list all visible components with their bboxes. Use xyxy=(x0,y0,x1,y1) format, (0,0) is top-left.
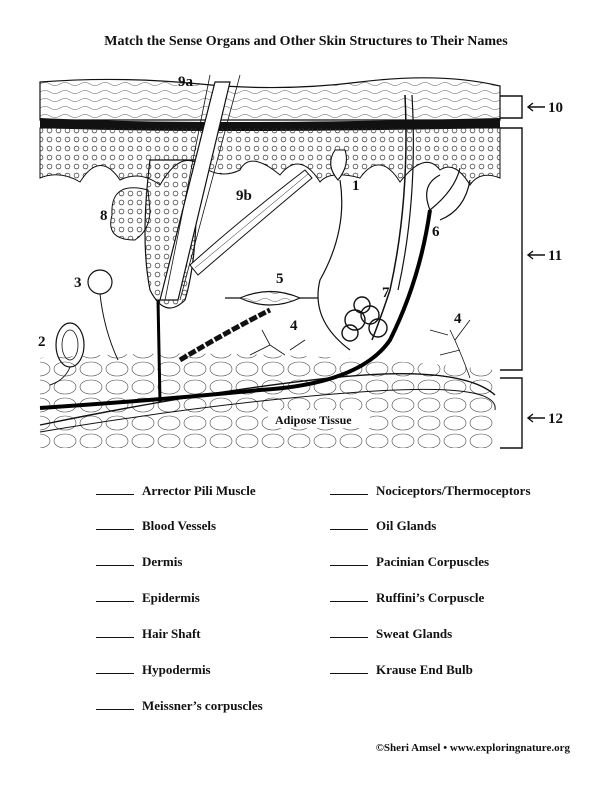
sweat-coil xyxy=(342,297,387,341)
answer-blank[interactable] xyxy=(330,636,368,638)
answer-blank[interactable] xyxy=(330,564,368,566)
label-9a: 9a xyxy=(178,74,193,90)
oil-gland xyxy=(111,188,150,240)
page-title: Match the Sense Organs and Other Skin Structures to Their Names xyxy=(104,34,508,49)
answer-dermis[interactable]: Dermis xyxy=(96,554,182,570)
answer-blank[interactable] xyxy=(330,493,368,495)
answer-arrector-pili[interactable]: Arrector Pili Muscle xyxy=(96,483,256,499)
label-8: 8 xyxy=(100,208,108,224)
ruffini xyxy=(240,292,300,306)
label-5: 5 xyxy=(276,271,284,287)
answer-blank[interactable] xyxy=(330,528,368,530)
answer-pacinian[interactable]: Pacinian Corpuscles xyxy=(330,554,489,570)
answer-oil-glands[interactable]: Oil Glands xyxy=(330,518,436,534)
answer-blood-vessels[interactable]: Blood Vessels xyxy=(96,518,216,534)
answer-meissner[interactable]: Meissner’s corpuscles xyxy=(96,698,263,714)
answer-blank[interactable] xyxy=(96,708,134,710)
answer-blank[interactable] xyxy=(96,672,134,674)
answer-blank[interactable] xyxy=(96,636,134,638)
answer-epidermis[interactable]: Epidermis xyxy=(96,590,200,606)
answer-blank[interactable] xyxy=(96,564,134,566)
label-1: 1 xyxy=(352,178,360,194)
label-4-right: 4 xyxy=(454,311,462,327)
epidermis-surface xyxy=(40,78,500,120)
answer-nociceptors[interactable]: Nociceptors/Thermoceptors xyxy=(330,483,531,499)
bracket-12 xyxy=(500,378,522,448)
label-9b: 9b xyxy=(236,188,252,204)
answer-blank[interactable] xyxy=(96,600,134,602)
answer-sweat-glands[interactable]: Sweat Glands xyxy=(330,626,452,642)
credit: ©Sheri Amsel • www.exploringnature.org xyxy=(375,742,570,754)
krause-bulb xyxy=(88,270,112,294)
label-10: 10 xyxy=(548,100,563,116)
answer-ruffini[interactable]: Ruffini’s Corpuscle xyxy=(330,590,484,606)
bracket-10 xyxy=(500,96,522,118)
dermal-ridges xyxy=(40,128,500,185)
label-4-left: 4 xyxy=(290,318,298,334)
blood-vessel-segment xyxy=(180,310,270,360)
answer-blank[interactable] xyxy=(96,528,134,530)
label-7: 7 xyxy=(382,285,390,301)
answer-krause[interactable]: Krause End Bulb xyxy=(330,662,473,678)
answer-hypodermis[interactable]: Hypodermis xyxy=(96,662,211,678)
label-12: 12 xyxy=(548,411,563,427)
label-3: 3 xyxy=(74,275,82,291)
answer-blank[interactable] xyxy=(330,600,368,602)
label-11: 11 xyxy=(548,248,563,264)
answer-blank[interactable] xyxy=(96,493,134,495)
label-6: 6 xyxy=(432,224,440,240)
answer-blank[interactable] xyxy=(330,672,368,674)
label-2: 2 xyxy=(38,334,46,350)
adipose-label: Adipose Tissue xyxy=(275,413,352,427)
answer-hair-shaft[interactable]: Hair Shaft xyxy=(96,626,201,642)
bracket-11 xyxy=(500,128,522,370)
